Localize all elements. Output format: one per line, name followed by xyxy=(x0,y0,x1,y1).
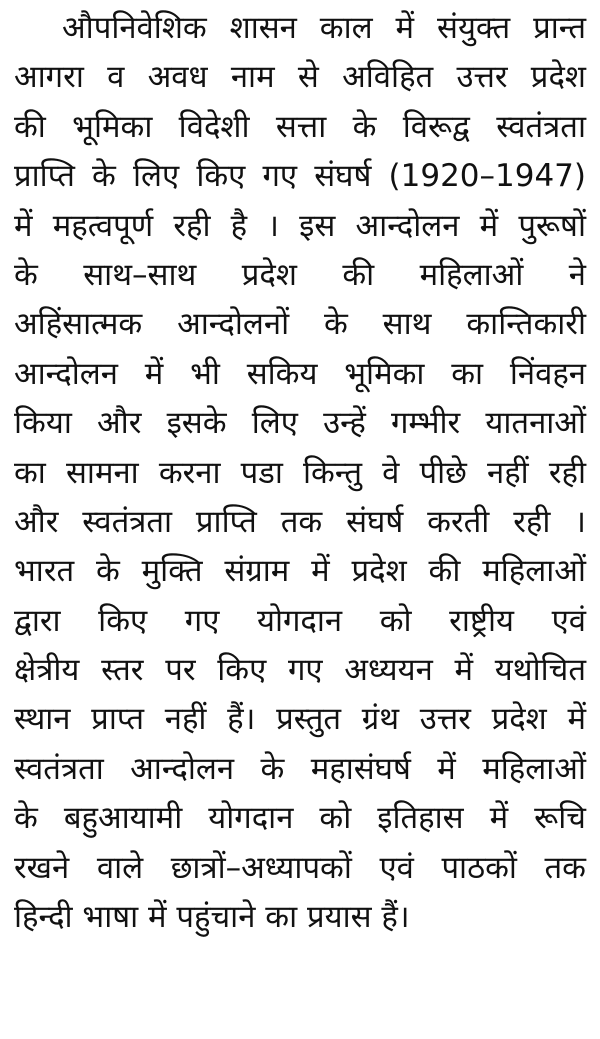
text-line-4: प्राप्ति के लिए किए गए संघर्ष (1920–1947) xyxy=(14,158,586,195)
text-line-6: के साथ–साथ प्रदेश की महिलाओं ने xyxy=(14,256,586,293)
text-line-17: के बहुआयामी योगदान को इतिहास में रूचि xyxy=(14,800,586,837)
text-line-9: किया और इसके लिए उन्हें गम्भीर यातनाओं xyxy=(14,405,586,442)
text-line-2: आगरा व अवध नाम से अविहित उत्तर प्रदेश xyxy=(14,59,586,96)
text-line-16: स्वतंत्रता आन्दोलन के महासंघर्ष में महिलाओं xyxy=(14,750,586,787)
text-line-14: क्षेत्रीय स्तर पर किए गए अध्ययन में यथोचित xyxy=(14,652,586,689)
text-line-8: आन्दोलन में भी सकिय भूमिका का निंवहन xyxy=(14,355,586,392)
text-line-1: औपनिवेशिक शासन काल में संयुक्त प्रान्त xyxy=(62,10,586,46)
body-paragraph xyxy=(14,4,586,942)
text-line-3: की भूमिका विदेशी सत्ता के विरूद्व स्वतंत्रता xyxy=(14,108,586,145)
text-line-5: में महत्वपूर्ण रही है । इस आन्दोलन में पुरूषों xyxy=(14,207,586,244)
text-line-18: रखने वाले छात्रों–अध्यापकों एवं पाठकों तक xyxy=(14,849,586,886)
text-line-19: हिन्दी भाषा में पहुंचाने का प्रयास हैं। xyxy=(14,899,410,936)
text-line-12: भारत के मुक्ति संग्राम में प्रदेश की महिलाओं xyxy=(14,553,586,590)
text-line-7: अहिंसात्मक आन्दोलनों के साथ कान्तिकारी xyxy=(14,306,586,343)
text-line-13: द्वारा किए गए योगदान को राष्ट्रीय एवं xyxy=(14,602,586,639)
text-line-11: और स्वतंत्रता प्राप्ति तक संघर्ष करती रही । xyxy=(14,503,586,540)
text-line-10: का सामना करना पडा किन्तु वे पीछे नहीं रही xyxy=(14,454,586,491)
text-line-15: स्थान प्राप्त नहीं हैं। प्रस्तुत ग्रंथ उत्तर प्रदेश में xyxy=(14,701,586,738)
